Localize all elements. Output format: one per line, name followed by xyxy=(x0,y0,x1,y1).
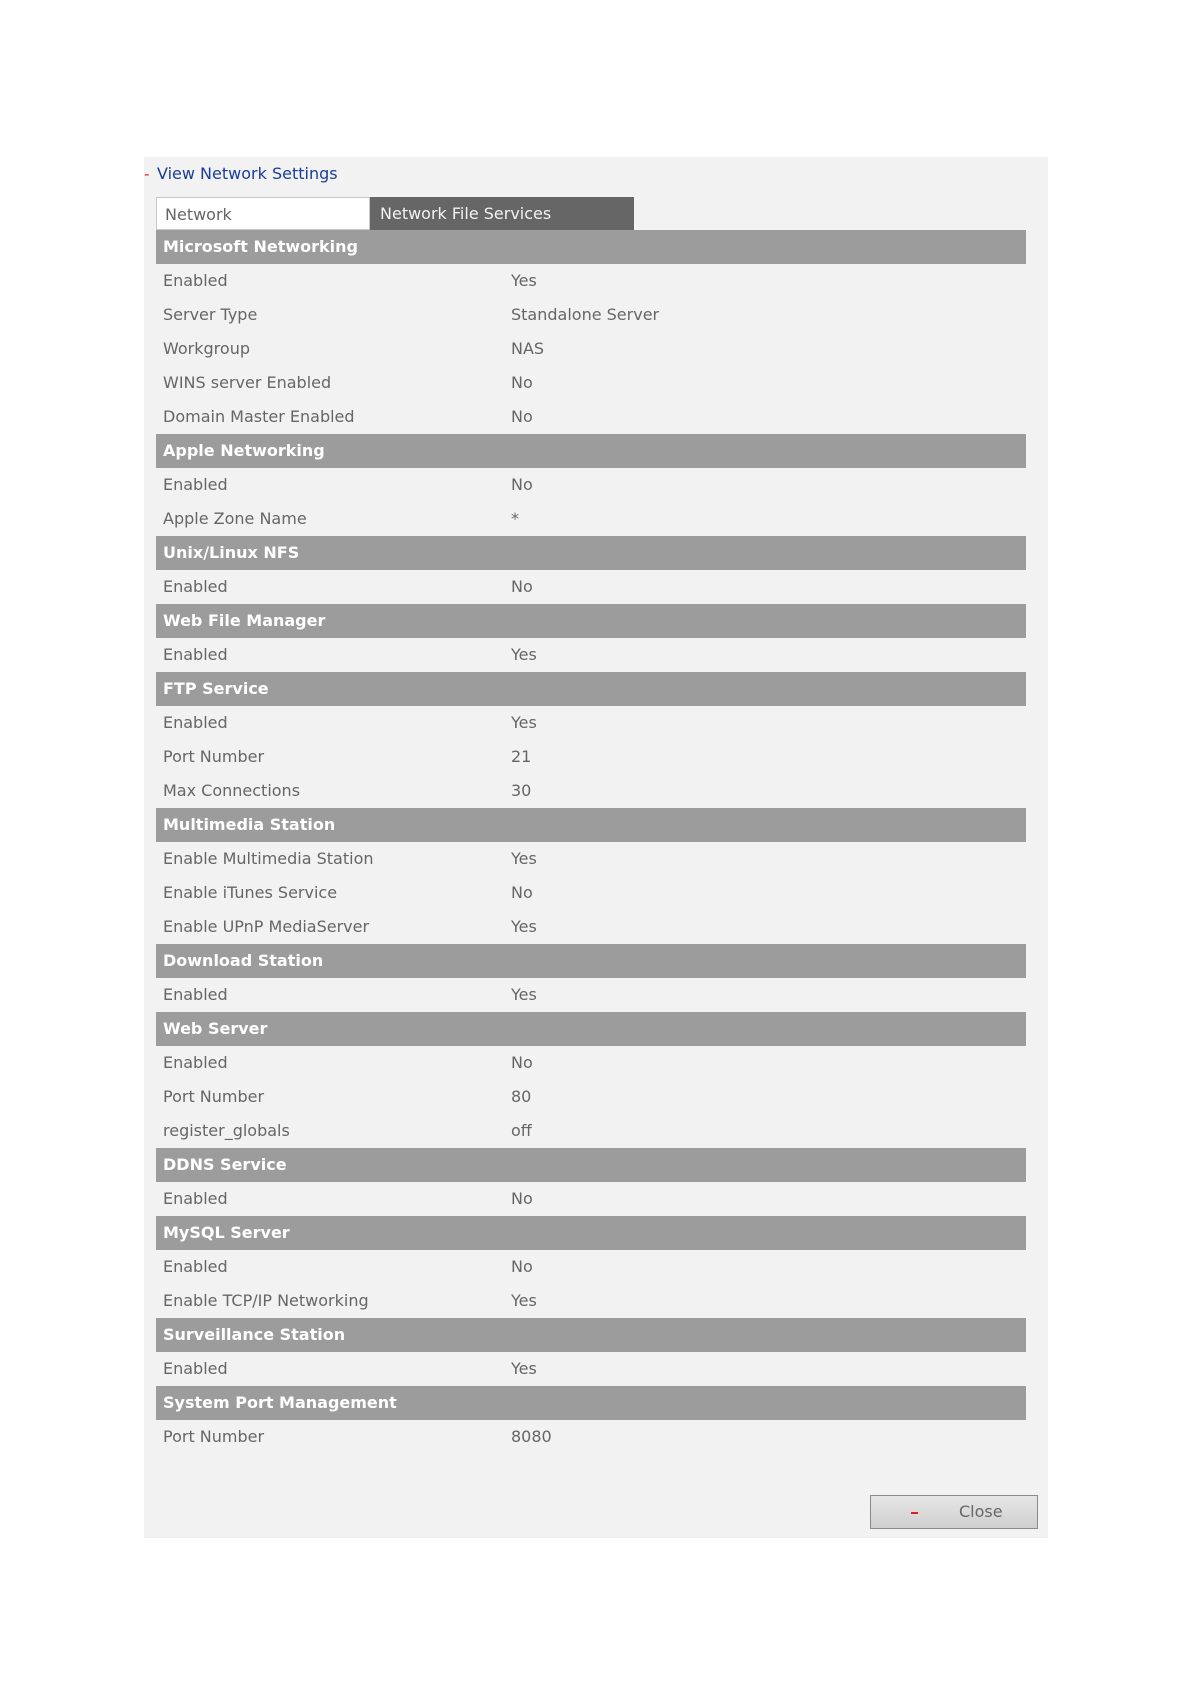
setting-label: Enabled xyxy=(163,1053,228,1072)
setting-row xyxy=(156,570,1026,604)
setting-row xyxy=(156,264,1026,298)
setting-row xyxy=(156,740,1026,774)
tab-network[interactable]: Network xyxy=(156,197,370,230)
setting-row xyxy=(156,1284,1026,1318)
setting-value: Yes xyxy=(511,985,537,1004)
tab-bar xyxy=(156,197,634,230)
setting-label: Max Connections xyxy=(163,781,301,800)
setting-label: Enabled xyxy=(163,1257,228,1276)
setting-value: No xyxy=(511,1257,533,1276)
setting-value: Yes xyxy=(511,271,537,290)
section-header: Web Server xyxy=(156,1012,1026,1046)
setting-value: Yes xyxy=(511,645,537,664)
setting-value: No xyxy=(511,883,533,902)
setting-label: Enabled xyxy=(163,713,228,732)
setting-value: 80 xyxy=(511,1087,532,1106)
setting-label: Enabled xyxy=(163,475,228,494)
setting-label: Enable UPnP MediaServer xyxy=(163,917,370,936)
setting-value: No xyxy=(511,1053,533,1072)
setting-label: register_globals xyxy=(163,1121,290,1140)
section-header: Download Station xyxy=(156,944,1026,978)
setting-row xyxy=(156,774,1026,808)
setting-label: Enabled xyxy=(163,645,228,664)
setting-value: No xyxy=(511,373,533,392)
setting-value: No xyxy=(511,1189,533,1208)
setting-value: 30 xyxy=(511,781,532,800)
setting-label: Enable Multimedia Station xyxy=(163,849,374,868)
title-bullet-icon: - xyxy=(144,165,150,183)
setting-label: Workgroup xyxy=(163,339,250,358)
setting-row xyxy=(156,400,1026,434)
section-header: Web File Manager xyxy=(156,604,1026,638)
setting-row xyxy=(156,468,1026,502)
section-header: FTP Service xyxy=(156,672,1026,706)
settings-panel xyxy=(144,157,1048,1538)
close-icon xyxy=(911,1512,918,1514)
setting-row xyxy=(156,366,1026,400)
setting-label: Port Number xyxy=(163,747,265,766)
setting-value: NAS xyxy=(511,339,545,358)
setting-row xyxy=(156,706,1026,740)
section-header: Multimedia Station xyxy=(156,808,1026,842)
setting-label: Domain Master Enabled xyxy=(163,407,355,426)
setting-value: No xyxy=(511,407,533,426)
setting-label: Enabled xyxy=(163,1189,228,1208)
setting-row xyxy=(156,1046,1026,1080)
setting-value: * xyxy=(511,509,519,528)
tab-network-file-services[interactable]: Network File Services xyxy=(370,197,634,230)
section-header: Surveillance Station xyxy=(156,1318,1026,1352)
section-header: DDNS Service xyxy=(156,1148,1026,1182)
setting-value: Yes xyxy=(511,1291,537,1310)
setting-row xyxy=(156,1420,1026,1454)
settings-list xyxy=(156,230,1026,1454)
setting-value: 8080 xyxy=(511,1427,552,1446)
section-header: System Port Management xyxy=(156,1386,1026,1420)
setting-label: Enabled xyxy=(163,1359,228,1378)
setting-label: Port Number xyxy=(163,1427,265,1446)
setting-row xyxy=(156,1114,1026,1148)
setting-value: Yes xyxy=(511,849,537,868)
setting-row xyxy=(156,1352,1026,1386)
setting-row xyxy=(156,502,1026,536)
setting-value: No xyxy=(511,475,533,494)
setting-value: No xyxy=(511,577,533,596)
setting-row xyxy=(156,978,1026,1012)
setting-row xyxy=(156,1250,1026,1284)
setting-row xyxy=(156,298,1026,332)
setting-label: Enabled xyxy=(163,985,228,1004)
setting-row xyxy=(156,1182,1026,1216)
setting-label: Enabled xyxy=(163,577,228,596)
setting-row xyxy=(156,910,1026,944)
setting-label: Server Type xyxy=(163,305,258,324)
panel-title-row xyxy=(144,157,744,189)
setting-label: Port Number xyxy=(163,1087,265,1106)
view-network-settings-link[interactable]: View Network Settings xyxy=(157,164,338,183)
close-button-label: Close xyxy=(959,1502,1003,1521)
setting-label: Enable TCP/IP Networking xyxy=(163,1291,369,1310)
setting-value: Yes xyxy=(511,713,537,732)
setting-label: WINS server Enabled xyxy=(163,373,332,392)
close-button[interactable] xyxy=(870,1495,1038,1529)
setting-label: Enabled xyxy=(163,271,228,290)
setting-value: Yes xyxy=(511,1359,537,1378)
setting-value: Yes xyxy=(511,917,537,936)
section-header: MySQL Server xyxy=(156,1216,1026,1250)
setting-row xyxy=(156,1080,1026,1114)
setting-value: Standalone Server xyxy=(511,305,660,324)
setting-value: off xyxy=(511,1121,532,1140)
setting-row xyxy=(156,638,1026,672)
setting-row xyxy=(156,876,1026,910)
setting-label: Enable iTunes Service xyxy=(163,883,338,902)
section-header: Apple Networking xyxy=(156,434,1026,468)
section-header: Microsoft Networking xyxy=(156,230,1026,264)
setting-row xyxy=(156,842,1026,876)
setting-row xyxy=(156,332,1026,366)
setting-label: Apple Zone Name xyxy=(163,509,307,528)
setting-value: 21 xyxy=(511,747,532,766)
section-header: Unix/Linux NFS xyxy=(156,536,1026,570)
